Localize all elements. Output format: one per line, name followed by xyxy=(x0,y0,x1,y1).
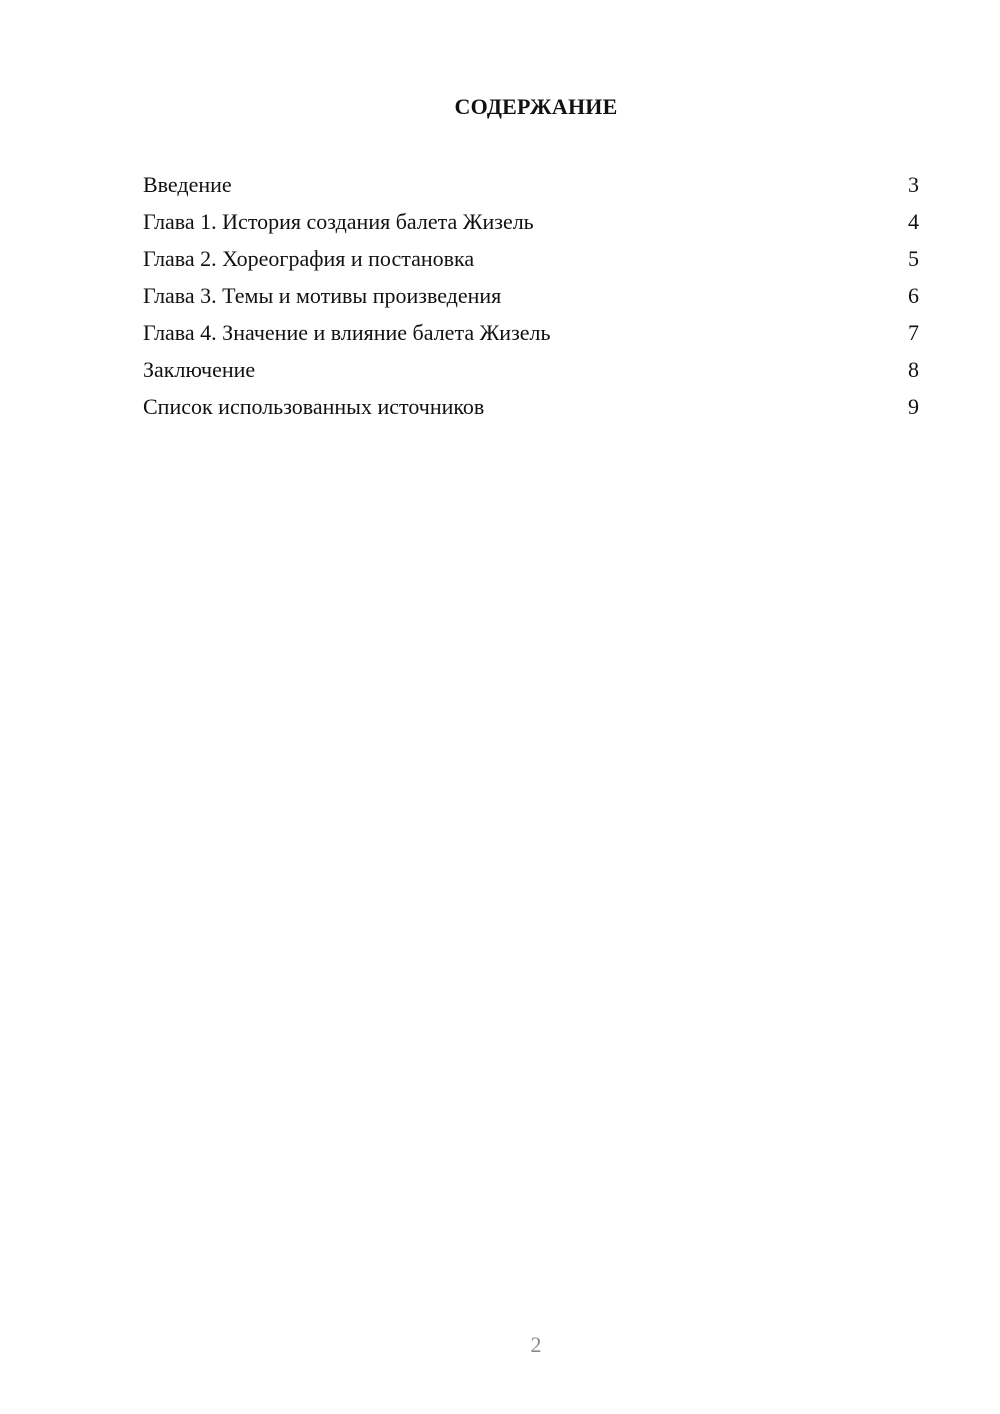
toc-entry-page: 9 xyxy=(908,394,919,419)
toc-entry-label: Заключение xyxy=(143,357,256,382)
toc-entry-page: 5 xyxy=(908,246,919,271)
page-title: СОДЕРЖАНИЕ xyxy=(454,94,618,119)
toc-entry-page: 7 xyxy=(908,320,919,345)
table-of-contents xyxy=(143,170,919,429)
toc-entry-page: 4 xyxy=(908,209,919,234)
toc-entry-label: Глава 2. Хореография и постановка xyxy=(143,246,475,271)
toc-entry-page: 8 xyxy=(908,357,919,382)
toc-entry-page: 3 xyxy=(908,172,919,197)
toc-entry[interactable] xyxy=(143,318,919,355)
toc-entry[interactable] xyxy=(143,281,919,318)
page-number: 2 xyxy=(530,1332,542,1357)
toc-entry-label: Глава 1. История создания балета Жизель xyxy=(143,209,534,234)
toc-entry[interactable] xyxy=(143,244,919,281)
toc-entry-label: Введение xyxy=(143,172,232,197)
toc-entry[interactable] xyxy=(143,355,919,392)
toc-entry-page: 6 xyxy=(908,283,919,308)
toc-entry-label: Глава 4. Значение и влияние балета Жизель xyxy=(143,320,551,345)
toc-entry-label: Список использованных источников xyxy=(143,394,485,419)
toc-entry[interactable] xyxy=(143,392,919,429)
toc-entry-label: Глава 3. Темы и мотивы произведения xyxy=(143,283,502,308)
toc-entry[interactable] xyxy=(143,207,919,244)
toc-entry[interactable] xyxy=(143,170,919,207)
